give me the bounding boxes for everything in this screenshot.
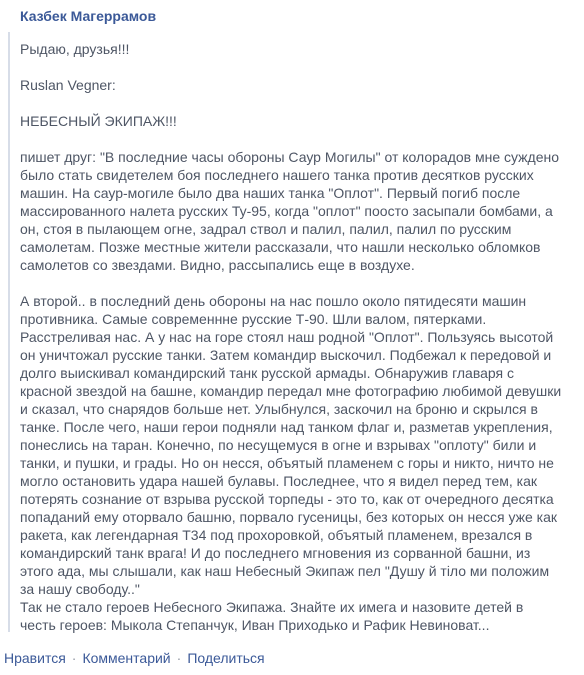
post-text — [20, 40, 580, 634]
post-paragraph: Рыдаю, друзья!!! — [20, 41, 130, 57]
post-paragraph: Так не стало героев Небесного Экипажа. Знайте их имега и назовите детей в честь героев: Мыкола Степанчук, Иван Приходько и Рафик Невиноват... — [20, 599, 524, 633]
post-paragraph: А второй.. в последний день обороны на нас пошло около пятидесяти машин противника. Самые современнне русские Т-90. Шли валом, пятерками. Расстреливая нас. А у нас на горе стоял наш родной "Оплот". Пользуясь высотой он уничтожал русские танки. Затем командир выскочил. Подбежал к передовой и долго выискивал командирский танк русской армады. Обнаружив главаря с красной звездой на башне, командир передал мне фотографию любимой девушки и сказал, что снарядов больше нет. Улыбнулся, заскочил на броню и скрылся в танке. После чего, наши герои подняли над танком флаг и, разметав укрепления, понеслись на таран. Конечно, по несущемуся в огне и взрывах "оплоту" били и танки, и пушки, и грады. Но он несся, объятый пламенем с горы и никто, ничто не могло остановить удара нашей булавы. Последнее, что я видел перед тем, как потерять сознание от взрыва русской торпеды - это то, как от очередного десятка попаданий ему оторвало башню, порвало гусеницы, без которых он несся уже как ракета, как легендарная Т34 под прохоровкой, объятый пламенем, врезался в командирский танк врага! И до последнего мгновения из сорванной башни, из этого ада, мы слышали, как наш Небесный Экипаж пел "Душу й тіло ми положим за нашу свободу.." — [20, 293, 562, 597]
post-paragraph: НЕБЕСНЫЙ ЭКИПАЖ!!! — [20, 113, 177, 129]
post-actions — [4, 650, 265, 666]
like-link[interactable]: Нравится — [4, 650, 66, 666]
comment-link[interactable]: Комментарий — [82, 650, 171, 666]
post-paragraph: Ruslan Vegner: — [20, 77, 116, 93]
share-link[interactable]: Поделиться — [187, 650, 265, 666]
post-paragraph: пишет друг: "В последние часы обороны Саур Могилы" от колорадов мне суждено было стать свидетелем боя последнего нашего танка против десятков русских машин. На саур-могиле было два наших танка "Оплот". Первый погиб после массированного налета русских Ту-95, когда "оплот" поосто засыпали бомбами, а он, стоя в пылающем огне, задрал ствол и палил, палил, палил по русским самолетам. Позже местные жители рассказали, что нашли несколько обломков самолетов со звездами. Видно, рассыпались еще в воздухе. — [20, 149, 559, 273]
post-body — [8, 32, 578, 632]
separator: · — [176, 650, 182, 666]
author-name-link[interactable]: Казбек Магеррамов — [20, 8, 157, 24]
separator: · — [71, 650, 77, 666]
